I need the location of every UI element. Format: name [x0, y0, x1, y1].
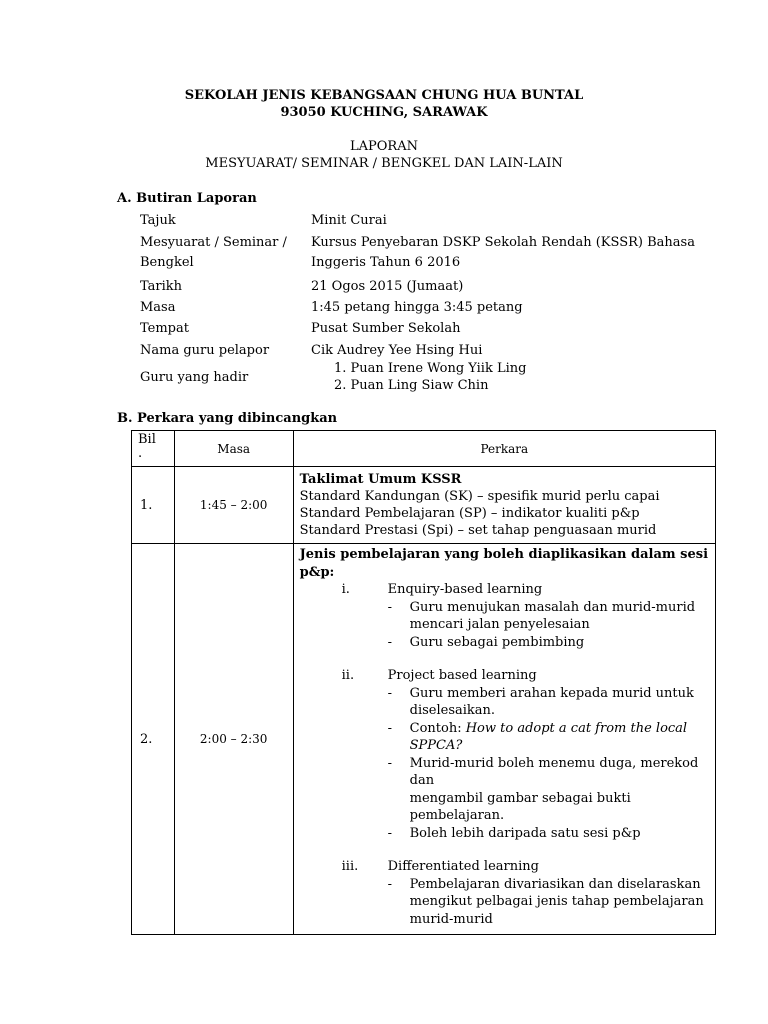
bullet-item: - Contoh: How to adopt a cat from the local SPPCA?	[387, 720, 688, 753]
row2-title-cont: p&p:	[299, 564, 335, 580]
table-row	[132, 544, 716, 935]
school-name: SEKOLAH JENIS KEBANGSAAN CHUNG HUA BUNTAL	[184, 88, 584, 103]
attendee-2: 2. Puan Ling Siaw Chin	[334, 378, 489, 393]
learning-type-item: ii. Project based learning	[341, 668, 537, 683]
row1-line: Standard Kandungan (SK) – spesifik murid perlu capai	[299, 489, 660, 504]
agenda-table	[131, 430, 716, 935]
row1-masa: 1:45 – 2:00	[174, 467, 293, 544]
value-tempat: Pusat Sumber Sekolah	[311, 321, 461, 336]
learning-type-item: i. Enquiry-based learning	[341, 582, 543, 597]
row1-line: Standard Pembelajaran (SP) – indikator kualiti p&p	[299, 506, 640, 521]
report-subtitle: MESYUARAT/ SEMINAR / BENGKEL DAN LAIN-LAIN	[205, 156, 563, 171]
bullet-item: - Guru menujukan masalah dan murid-murid mencari jalan penyelesaian	[387, 599, 696, 632]
value-mesyuarat-2: Inggeris Tahun 6 2016	[311, 255, 461, 270]
label-mesyuarat: Mesyuarat / Seminar /	[140, 235, 287, 250]
header-perkara: Perkara	[293, 431, 715, 467]
bullet-item: - Guru memberi arahan kepada murid untuk diselesaikan.	[387, 685, 694, 718]
section-b-title: B. Perkara yang dibincangkan	[117, 411, 338, 426]
bullet-item: - Boleh lebih daripada satu sesi p&p	[387, 825, 641, 841]
bullet-item: - Guru sebagai pembimbing	[387, 634, 585, 650]
value-pelapor: Cik Audrey Yee Hsing Hui	[311, 343, 483, 358]
learning-type-item: iii. Differentiated learning	[341, 859, 539, 874]
value-masa: 1:45 petang hingga 3:45 petang	[311, 300, 523, 315]
label-tajuk: Tajuk	[140, 213, 176, 228]
value-tajuk: Minit Curai	[311, 213, 387, 228]
label-pelapor: Nama guru pelapor	[140, 343, 270, 358]
label-tempat: Tempat	[140, 321, 189, 336]
row2-bil: 2.	[132, 544, 175, 935]
report-title: LAPORAN	[350, 139, 418, 154]
row2-perkara	[293, 544, 715, 935]
section-a-title: A. Butiran Laporan	[117, 191, 257, 206]
value-mesyuarat: Kursus Penyebaran DSKP Sekolah Rendah (KSSR) Bahasa	[311, 235, 695, 250]
header-masa: Masa	[174, 431, 293, 467]
row1-line: Standard Prestasi (Spi) – set tahap penguasaan murid	[299, 523, 657, 538]
row1-perkara	[293, 467, 715, 544]
label-tarikh: Tarikh	[140, 279, 183, 294]
header-bil: Bil .	[132, 431, 175, 467]
row1-title: Taklimat Umum KSSR	[299, 472, 462, 487]
label-guru-hadir: Guru yang hadir	[140, 370, 249, 385]
row2-title: Jenis pembelajaran yang boleh diaplikasikan dalam sesi	[299, 547, 709, 562]
bullet-item: - Murid-murid boleh menemu duga, merekod dan mengambil gambar sebagai bukti pembelajaran.	[387, 755, 699, 823]
table-row	[132, 467, 716, 544]
label-masa: Masa	[140, 300, 176, 315]
table-header-row	[132, 431, 716, 467]
row1-bil: 1.	[132, 467, 175, 544]
label-mesyuarat-2: Bengkel	[140, 255, 194, 270]
value-tarikh: 21 Ogos 2015 (Jumaat)	[311, 279, 464, 294]
school-address: 93050 KUCHING, SARAWAK	[280, 105, 488, 120]
bullet-item: - Pembelajaran divariasikan dan diselaraskan mengikut pelbagai jenis tahap pembelajaran murid-murid	[387, 876, 704, 927]
row2-masa: 2:00 – 2:30	[174, 544, 293, 935]
attendee-1: 1. Puan Irene Wong Yiik Ling	[334, 361, 527, 376]
